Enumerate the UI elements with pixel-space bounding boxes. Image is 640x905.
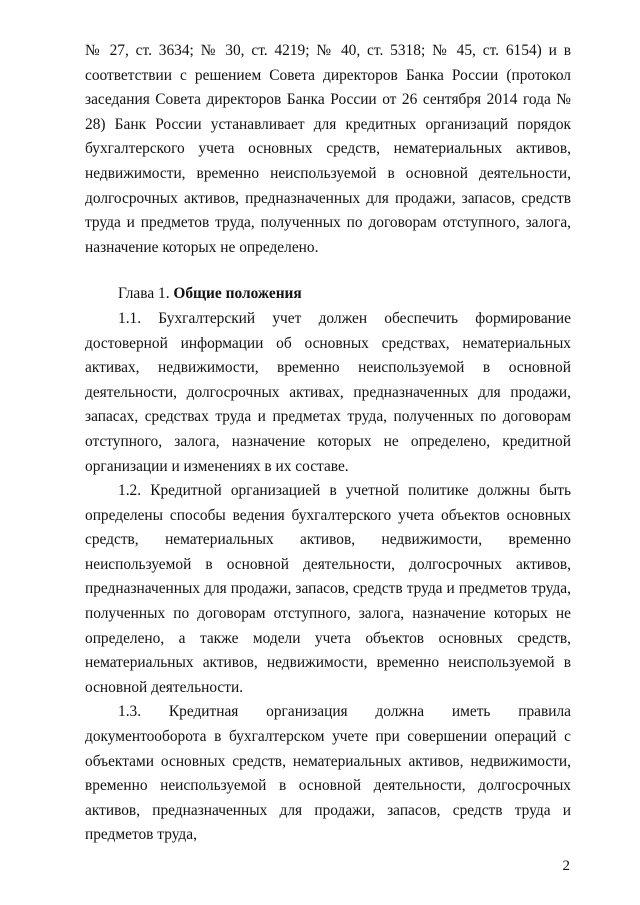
document-body xyxy=(85,39,571,848)
chapter-prefix: Глава 1. xyxy=(118,285,174,303)
paragraph-1-1: 1.1. Бухгалтерский учет должен обеспечить формирование достоверной информации об основных средствах, нематериальных активах, недвижимости, временно неиспользуемой в основной деятельности, долгосрочных активах, предназначенных для продажи, запасах, средствах труда и предметах труда, полученных по договорам отступного, залога, назначение которых не определено, кредитной организации и изменениях в их составе. xyxy=(85,309,571,475)
intro-paragraph: № 27, ст. 3634; № 30, ст. 4219; № 40, ст. 5318; № 45, ст. 6154) и в соответствии с решением Совета директоров Банка России (протокол заседания Совета директоров Банка России от 26 сентября 2014 года № 28) Банк России устанавливает для кредитных организаций порядок бухгалтерского учета основных средств, нематериальных активов, недвижимости, временно неиспользуемой в основной деятельности, долгосрочных активов, предназначенных для продажи, запасов, средств труда и предметов труда, полученных по договорам отступного, залога, назначение которых не определено. xyxy=(85,42,571,256)
paragraph-1-2: 1.2. Кредитной организацией в учетной политике должны быть определены способы ведения бухгалтерского учета объектов основных средств, нематериальных активов, недвижимости, временно неиспользуемой в основной деятельности, долгосрочных активов, предназначенных для продажи, запасов, средств труда и предметов труда, полученных по договорам отступного, залога, назначение которых не определено, а также модели учета объектов основных средств, нематериальных активов, недвижимости, временно неиспользуемой в основной деятельности. xyxy=(85,482,571,696)
chapter-title: Общие положения xyxy=(173,285,302,303)
page-number: 2 xyxy=(562,858,570,874)
paragraph-1-3: 1.3. Кредитная организация должна иметь правила документооборота в бухгалтерском учете при совершении операций с объектами основных средств, нематериальных активов, недвижимости, временно неиспользуемой в основной деятельности, долгосрочных активов, предназначенных для продажи, запасов, средств труда и предметов труда, xyxy=(85,703,571,844)
chapter-heading xyxy=(85,282,571,307)
